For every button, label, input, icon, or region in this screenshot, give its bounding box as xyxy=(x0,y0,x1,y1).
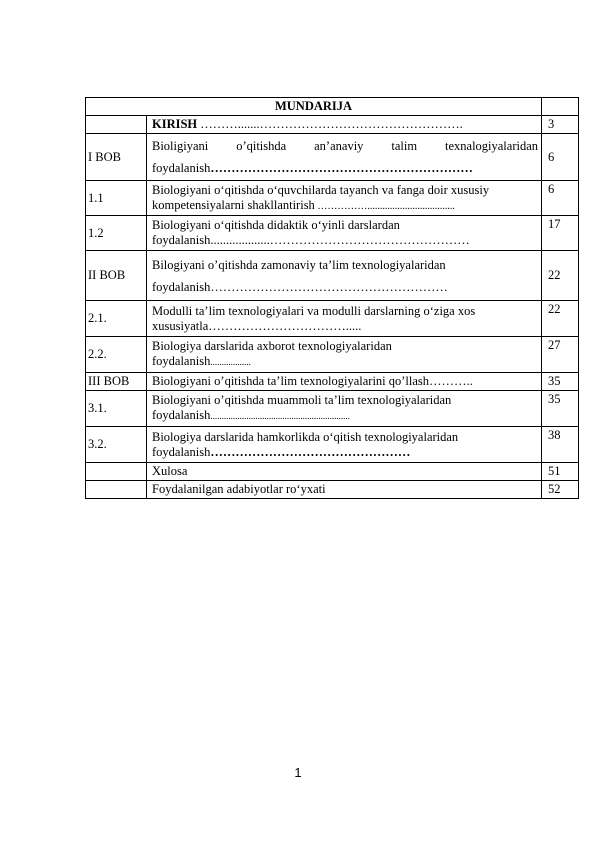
toc-row-page: 52 xyxy=(542,481,579,499)
toc-row-text xyxy=(147,181,542,216)
toc-row-page: 35 xyxy=(542,391,579,427)
toc-row-leader-dots: ...................………………………………………… xyxy=(210,233,470,247)
toc-row-title-line2 xyxy=(152,157,538,179)
toc-row-page: 51 xyxy=(542,463,579,481)
toc-row-page: 3 xyxy=(542,116,579,134)
toc-row-leader-dots: ……………………………..... xyxy=(208,318,362,333)
toc-row-title-line1: Biologiya darslarida hamkorlikda o‘qitish texnologiyalaridan xyxy=(152,429,459,444)
toc-row-leader-dots: ………………………………………… xyxy=(210,444,411,459)
toc-header-row xyxy=(86,98,579,116)
toc-header-empty-cell xyxy=(542,98,579,116)
toc-row-title-line2-text: kompetensiyalarni shakllantirish xyxy=(152,197,315,212)
toc-row-leader-dots: ……….......…………………………………………. xyxy=(197,117,463,131)
toc-row-text xyxy=(147,373,542,391)
toc-row-label xyxy=(86,463,147,481)
toc-row-title-line2-text: foydalanish xyxy=(152,444,211,459)
toc-row-text xyxy=(147,216,542,251)
toc-row-title-line1: Modulli ta’lim texnologiyalari va modulli darslarning o‘ziga xos xyxy=(152,303,476,318)
toc-row-1-2 xyxy=(86,216,579,251)
toc-row-title-line2-text: foydalanish xyxy=(152,279,211,294)
toc-row-title-line2-text: xususiyatla xyxy=(152,318,209,333)
toc-row-label: 1.1 xyxy=(86,181,147,216)
toc-row-text xyxy=(147,134,542,181)
toc-row-label xyxy=(86,116,147,134)
toc-row-text xyxy=(147,427,542,463)
toc-row-title-line2 xyxy=(152,198,538,214)
toc-row-text: Foydalanilgan adabiyotlar ro‘yxati xyxy=(147,481,542,499)
toc-row-leader-dots: .............................................................. xyxy=(210,411,350,421)
toc-row-label xyxy=(86,481,147,499)
toc-row-title-line1: Biologiyani o’qitishda muammoli ta’lim texnologiyalaridan xyxy=(152,393,452,407)
toc-row-title-line2 xyxy=(152,408,538,424)
toc-row-page: 6 xyxy=(542,134,579,181)
page-number: 1 xyxy=(294,765,302,780)
toc-row-title-line2-text: foydalanish xyxy=(152,408,211,422)
toc-row-label: III BOB xyxy=(86,373,147,391)
toc-row-title-line1: Biologiyani o‘qitishda o‘quvchilarda tayanch va fanga doir xususiy xyxy=(152,182,490,197)
toc-row-title-line1: Bioligiyani o’qitishda an’anaviy talim texnalogiyalaridan xyxy=(152,139,539,153)
toc-row-title-line2 xyxy=(152,276,538,298)
toc-row-page: 22 xyxy=(542,251,579,301)
toc-row-title: Biologiyani o’qitishda ta’lim texnologiyalarini qo’llash xyxy=(152,374,430,388)
toc-row-3-2 xyxy=(86,427,579,463)
toc-row-adabiyotlar xyxy=(86,481,579,499)
toc-row-1-1 xyxy=(86,181,579,216)
toc-row-text: Xulosa xyxy=(147,463,542,481)
toc-row-text xyxy=(147,391,542,427)
toc-row-page: 22 xyxy=(542,301,579,337)
toc-row-title-line1: Biologiya darslarida axborot texnologiyalaridan xyxy=(152,339,392,353)
toc-row-page: 6 xyxy=(542,181,579,216)
toc-row-title: KIRISH xyxy=(152,117,198,131)
toc-row-label: I BOB xyxy=(86,134,147,181)
toc-row-2-1 xyxy=(86,301,579,337)
toc-row-title-line2 xyxy=(152,319,538,334)
toc-row-title-line2 xyxy=(152,233,538,248)
toc-row-leader-dots: ……….. xyxy=(429,374,473,388)
toc-row-text xyxy=(147,116,542,134)
toc-row-label: 1.2 xyxy=(86,216,147,251)
toc-row-title-line2-text: foydalanish xyxy=(152,233,211,247)
toc-row-leader-dots: ……………................................... xyxy=(314,200,455,212)
toc-row-kirish xyxy=(86,116,579,134)
toc-row-title-line2 xyxy=(152,445,538,460)
toc-row-label: 2.1. xyxy=(86,301,147,337)
toc-row-title-line1: Biologiyani o‘qitishda didaktik o‘yinli darslardan xyxy=(152,218,400,232)
toc-row-label: 3.1. xyxy=(86,391,147,427)
toc-row-page: 27 xyxy=(542,337,579,373)
toc-row-2-2 xyxy=(86,337,579,373)
toc-row-page: 35 xyxy=(542,373,579,391)
toc-row-ii-bob xyxy=(86,251,579,301)
toc-row-label: 2.2. xyxy=(86,337,147,373)
toc-row-title-line2-text: foydalanish xyxy=(152,161,211,175)
toc-row-page: 38 xyxy=(542,427,579,463)
toc-row-page: 17 xyxy=(542,216,579,251)
toc-title: MUNDARIJA xyxy=(86,98,542,116)
toc-row-3-1 xyxy=(86,391,579,427)
toc-row-text xyxy=(147,301,542,337)
toc-row-title-line2-text: foydalanish xyxy=(152,354,211,368)
toc-row-leader-dots: .................. xyxy=(210,357,251,367)
table-of-contents xyxy=(85,97,579,499)
toc-row-leader-dots: ………………………………………………… xyxy=(210,279,448,294)
toc-row-i-bob xyxy=(86,134,579,181)
toc-row-text xyxy=(147,337,542,373)
toc-row-xulosa xyxy=(86,463,579,481)
toc-row-label: II BOB xyxy=(86,251,147,301)
toc-row-iii-bob xyxy=(86,373,579,391)
toc-row-leader-dots: ……………………………………………………… xyxy=(210,161,473,175)
toc-row-title-line2 xyxy=(152,354,538,370)
toc-row-title-line1: Bilogiyani o’qitishda zamonaviy ta’lim texnologiyalaridan xyxy=(152,257,446,272)
toc-row-text xyxy=(147,251,542,301)
toc-row-label: 3.2. xyxy=(86,427,147,463)
